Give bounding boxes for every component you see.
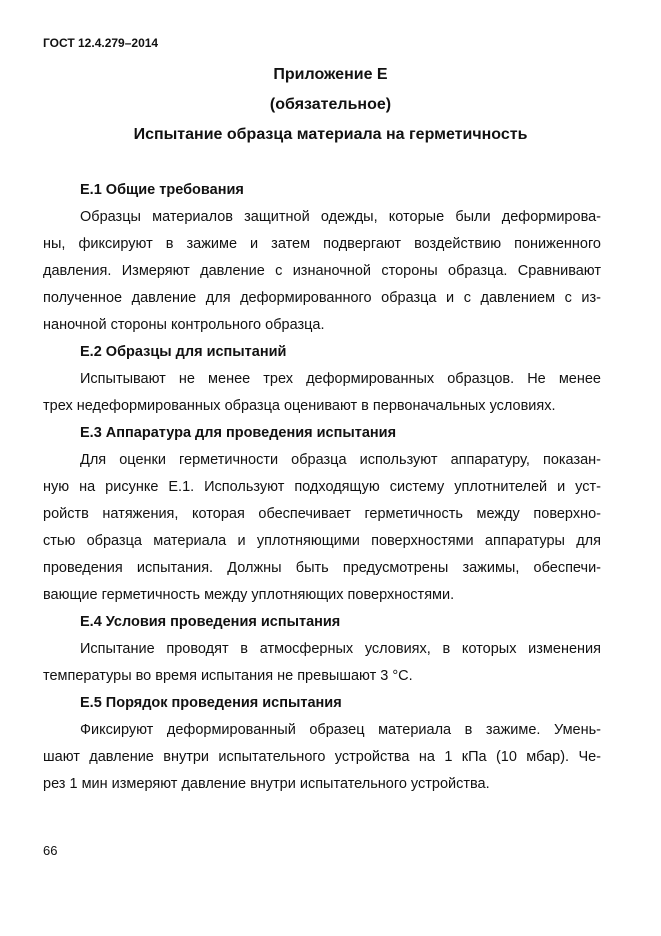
paragraph-line: полученное давление для деформированного образца и с давлением с из- [43,290,601,306]
paragraph-line: шают давление внутри испытательного устройства на 1 кПа (10 мбар). Че- [43,749,601,765]
paragraph-line: ную на рисунке Е.1. Используют подходящую систему уплотнителей и уст- [43,479,601,495]
paragraph-line: температуры во время испытания не превышают 3 °С. [43,668,413,684]
paragraph-line: ройств натяжения, которая обеспечивает герметичность между поверхно- [43,506,601,522]
paragraph-line: наночной стороны контрольного образца. [43,317,325,333]
paragraph-line: Испытывают не менее трех деформированных образцов. Не менее [80,371,601,387]
paragraph-line: рез 1 мин измеряют давление внутри испытательного устройства. [43,776,490,792]
appendix-subject: Испытание образца материала на герметичность [133,126,528,143]
paragraph-line: Испытание проводят в атмосферных условиях, в которых изменения [80,641,601,657]
section-heading-e3: Е.3 Аппаратура для проведения испытания [80,425,397,441]
standard-header: ГОСТ 12.4.279–2014 [43,36,159,50]
section-heading-e1: Е.1 Общие требования [80,182,244,198]
paragraph-line: проведения испытания. Должны быть предусмотрены зажимы, обеспечи- [43,560,601,576]
paragraph-line: Фиксируют деформированный образец материала в зажиме. Умень- [80,722,601,738]
paragraph-line: стью образца материала и уплотняющими поверхностями аппаратуры для [43,533,601,549]
paragraph-line: Образцы материалов защитной одежды, которые были деформирова- [80,209,601,225]
section-heading-e2: Е.2 Образцы для испытаний [80,344,287,360]
paragraph-line: вающие герметичность между уплотняющих поверхностями. [43,587,455,603]
appendix-title: Приложение Е [273,66,388,83]
paragraph-line: трех недеформированных образца оценивают в первоначальных условиях. [43,398,556,414]
paragraph-line: ны, фиксируют в зажиме и затем подвергают воздействию пониженного [43,236,601,252]
paragraph-line: Для оценки герметичности образца используют аппаратуру, показан- [80,452,601,468]
page-number: 66 [43,843,58,858]
appendix-status: (обязательное) [269,96,392,113]
paragraph-line: давления. Измеряют давление с изнаночной стороны образца. Сравнивают [43,263,601,279]
section-heading-e4: Е.4 Условия проведения испытания [80,614,341,630]
section-heading-e5: Е.5 Порядок проведения испытания [80,695,342,711]
